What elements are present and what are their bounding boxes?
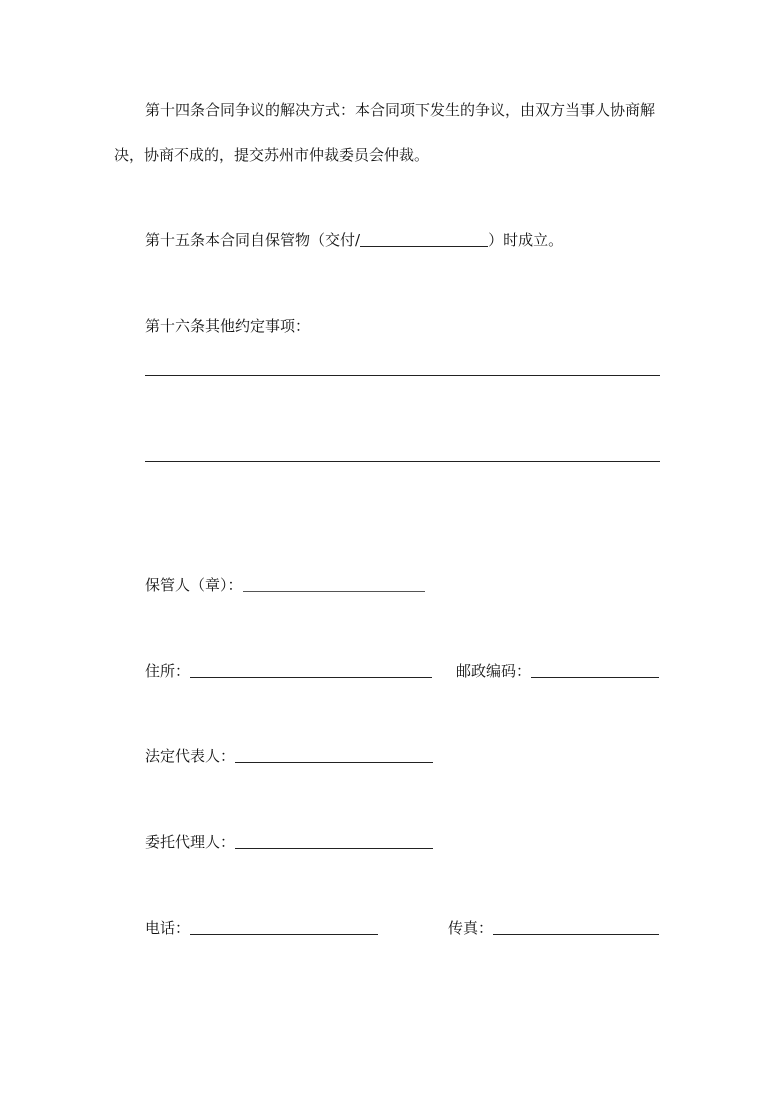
postcode-label: 邮政编码： xyxy=(456,662,532,680)
address-label: 住所： xyxy=(145,662,191,680)
agent-field[interactable] xyxy=(235,832,433,849)
other-terms-line-1[interactable] xyxy=(145,375,660,376)
article-15-text-after: ）时成立。 xyxy=(488,231,564,249)
phone-field[interactable] xyxy=(190,918,378,935)
custodian-field[interactable] xyxy=(243,575,425,592)
custodian-label: 保管人（章）： xyxy=(145,576,243,594)
agent-row xyxy=(145,832,433,852)
article-16-heading: 第十六条其他约定事项： xyxy=(145,317,311,335)
phone-row xyxy=(145,918,378,938)
custodian-row xyxy=(145,575,425,595)
fax-row xyxy=(448,918,659,938)
article-15-text-before: 第十五条本合同自保管物（交付/ xyxy=(145,231,361,249)
fax-label: 传真： xyxy=(448,919,494,937)
fax-field[interactable] xyxy=(493,918,659,935)
article-15 xyxy=(145,230,563,250)
address-field[interactable] xyxy=(190,661,432,678)
legal-rep-label: 法定代表人： xyxy=(145,747,236,765)
article-14-line-1: 第十四条合同争议的解决方式：本合同项下发生的争议，由双方当事人协商解 xyxy=(145,101,656,119)
article-14-line-2: 决，协商不成的，提交苏州市仲裁委员会仲裁。 xyxy=(114,146,430,164)
agent-label: 委托代理人： xyxy=(145,833,236,851)
postcode-field[interactable] xyxy=(531,661,659,678)
legal-rep-field[interactable] xyxy=(235,746,433,763)
legal-rep-row xyxy=(145,746,433,766)
postcode-row xyxy=(456,661,659,681)
other-terms-line-2[interactable] xyxy=(145,461,660,462)
delivery-blank-field[interactable] xyxy=(360,230,488,247)
address-row xyxy=(145,661,432,681)
phone-label: 电话： xyxy=(145,919,191,937)
